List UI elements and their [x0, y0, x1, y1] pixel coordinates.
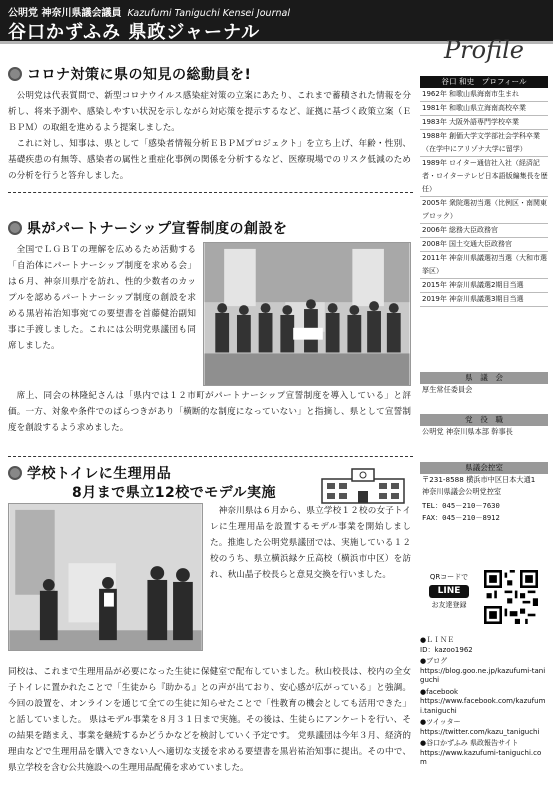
link-label: ●ブログ — [420, 657, 448, 665]
profile-item: 2011年 神奈川県議選初当選（大和市選挙区） — [420, 252, 548, 279]
link-label: ●ツイッター — [420, 718, 461, 726]
link-label: ●ＬＩＮＥ — [420, 636, 455, 644]
link-entry-facebook — [420, 688, 548, 717]
office-title: 県議会控室 — [420, 462, 548, 474]
masthead-title: 谷口かずふみ 県政ジャーナル — [8, 22, 261, 43]
main-column — [8, 60, 413, 795]
section-3-paragraphs-body — [8, 664, 411, 776]
partnership-meeting-photo — [203, 242, 411, 386]
section-1-title: コロナ対策に県の知見の総動員を! — [27, 66, 252, 83]
office-address-1: 〒231-8588 横浜市中区日本大通1 — [422, 475, 536, 484]
link-entry-blog — [420, 657, 548, 686]
profile-item: 1983年 大阪外語専門学校卒業 — [420, 116, 548, 130]
link-entry-website — [420, 739, 548, 768]
section-1-paragraph-1: 公明党は代表質問で、新型コロナウイルス感染症対策の立案にあたり、これまで蓄積された情報を分析し、将来予測や、感染しやすい状況を示しながら対応策を提示するなど、証拠に基づく政策立案（ＥＢＰＭ）の取組を進めるよう提案しました。 — [8, 91, 411, 133]
section-2-paragraph-1: 全国でＬＧＢＴの理解を広めるため活動する「自治体にパートナーシップ制度を求める会」は６月、神奈川県庁を訪れ、性的少数者のカップルを認めるパートナーシップ制度の創設を求める黒岩祐治知事宛ての要望書を首藤健治副知事に手渡しました。これには公明党県議団も同席しました。 — [8, 245, 196, 351]
profile-item: 2015年 神奈川県議選2期目当選 — [420, 279, 548, 293]
profile-item: 1989年 ロイター通信社入社（経済記者・ロイターテレビ日本語版編集長を歴任） — [420, 157, 548, 197]
profile-logo: Profile — [444, 36, 524, 64]
website-link[interactable]: https://www.kazufumi-taniguchi.com — [420, 748, 542, 766]
school-visit-photo — [8, 503, 203, 651]
facebook-link[interactable]: https://www.facebook.com/kazufumi.taniguchi — [420, 697, 546, 715]
section-1-paragraph-2: これに対し、知事は、県として「感染者情報分析ＥＢＰＭプロジェクト」を立ち上げ、年齢・性別、基礎疾患の有無等、感染者の属性と重症化事例の関係を分析するなど、医療現場でのリスク低減のための分析を行うと答弁しました。 — [8, 139, 411, 181]
section-divider — [8, 192, 413, 193]
office-fax: FAX：045－210－8912 — [422, 513, 500, 522]
section-3-title-line2: 8月まで県立12校でモデル実施 — [72, 484, 277, 501]
section-3-paragraph-4: 党県議団は今年３月、経済的理由などで生理用品を購入できない人へ適切な支援を求める要望書を黒岩祐治知事に提出。その中で、県立学校を含む公共施設への生理用品配備を求めていました。 — [8, 731, 411, 773]
links-list — [420, 636, 548, 768]
profile-item: 2005年 衆院選初当選（比例区・南関東ブロック） — [420, 197, 548, 224]
section-3-subheading — [72, 482, 332, 501]
profile-item: 2006年 総務大臣政務官 — [420, 224, 548, 238]
heading-bullet-icon — [8, 221, 22, 235]
link-entry-twitter — [420, 718, 548, 737]
council-box — [420, 372, 548, 396]
heading-bullet-icon — [8, 67, 22, 81]
link-entry-line — [420, 636, 548, 655]
heading-bullet-icon — [8, 466, 22, 480]
profile-item: 2019年 神奈川県議選3期目当選 — [420, 293, 548, 307]
section-1-heading — [8, 64, 413, 83]
line-id: ID：kazoo1962 — [420, 645, 473, 654]
qr-caption-2: お友達登録 — [431, 601, 467, 609]
twitter-link[interactable]: https://twitter.com/kazu_taniguchi — [420, 727, 540, 736]
office-tel: TEL：045－210－7630 — [422, 501, 500, 510]
office-address-2: 神奈川県議会公明党控室 — [422, 487, 502, 496]
party-title: 党 役 職 — [420, 414, 548, 426]
council-title: 県 議 会 — [420, 372, 548, 384]
section-2-heading — [8, 218, 413, 237]
masthead-subtitle — [8, 4, 290, 19]
council-value: 厚生常任委員会 — [422, 385, 473, 394]
section-3-paragraph-3: 県はモデル事業を８月３１日まで実施。その後は、生徒らにアンケートを行い、その結果を踏まえ、事業を継続するかどうかなどを検討していく予定です。 — [8, 715, 411, 741]
party-value: 公明党 神奈川県本部 幹事長 — [422, 427, 513, 436]
section-3-paragraph-1: 神奈川県は６月から、県立学校１２校の女子トイレに生理用品を設置するモデル事業を開始しました。推進した公明党県議団では、実施している１２校のうち、県立横浜緑ケ丘高校（横浜市中区）を訪れ、秋山晶子校長らと意見交換を行いました。 — [210, 506, 411, 580]
profile-item: 1988年 創価大学文学部社会学科卒業（在学中にアリゾナ大学に留学） — [420, 130, 548, 157]
party-box — [420, 414, 548, 438]
masthead-affiliation: 公明党 神奈川県議会議員 — [8, 8, 122, 19]
profile-box — [420, 76, 548, 307]
line-badge: LINE — [429, 585, 469, 598]
office-box — [420, 462, 548, 524]
profile-item: 1962年 和歌山県海南市生まれ — [420, 88, 548, 102]
profile-item: 2008年 国土交通大臣政務官 — [420, 238, 548, 252]
section-divider — [8, 456, 413, 457]
profile-item: 1981年 和歌山県立海南高校卒業 — [420, 102, 548, 116]
link-label: ●谷口かずふみ 県政報告サイト — [420, 739, 519, 747]
section-3-paragraph-2: 同校は、これまで生理用品が必要になった生徒に保健室で配布していました。秋山校長は、校内の全女子トイレに置かれたことで「生徒から『助かる』との声が出ており、安心感が広がっている」と強調。今回の設置を、オンラインを通じて全ての生徒に知らせたことで「性教育の機会としても活用できた」と話していました。 — [8, 667, 411, 725]
sidebar — [420, 24, 548, 795]
link-label: ●facebook — [420, 687, 459, 696]
blog-link[interactable]: https://blog.goo.ne.jp/kazufumi-taniguchi — [420, 666, 546, 684]
masthead-english-title: Kazufumi Taniguchi Kensei Journal — [127, 8, 290, 19]
profile-title: 谷口 和史 プロフィール — [420, 76, 548, 88]
section-3-title-line1: 学校トイレに生理用品 — [27, 465, 172, 482]
school-building-icon — [318, 465, 408, 505]
section-2-title: 県がパートナーシップ宣誓制度の創設を — [27, 220, 288, 237]
qr-code-icon[interactable] — [484, 570, 538, 624]
section-2-paragraph-2: 席上、同会の林隆紀さんは「県内では１２市町がパートナーシップ宣誓制度を導入している」と評価。一方、対象や条件でのばらつきがあり「横断的な制度になっていない」と指摘し、県として宣誓制度を創設するよう求めました。 — [8, 391, 411, 433]
qr-caption-1: QRコードで — [429, 573, 469, 581]
qr-caption-block — [420, 572, 478, 628]
